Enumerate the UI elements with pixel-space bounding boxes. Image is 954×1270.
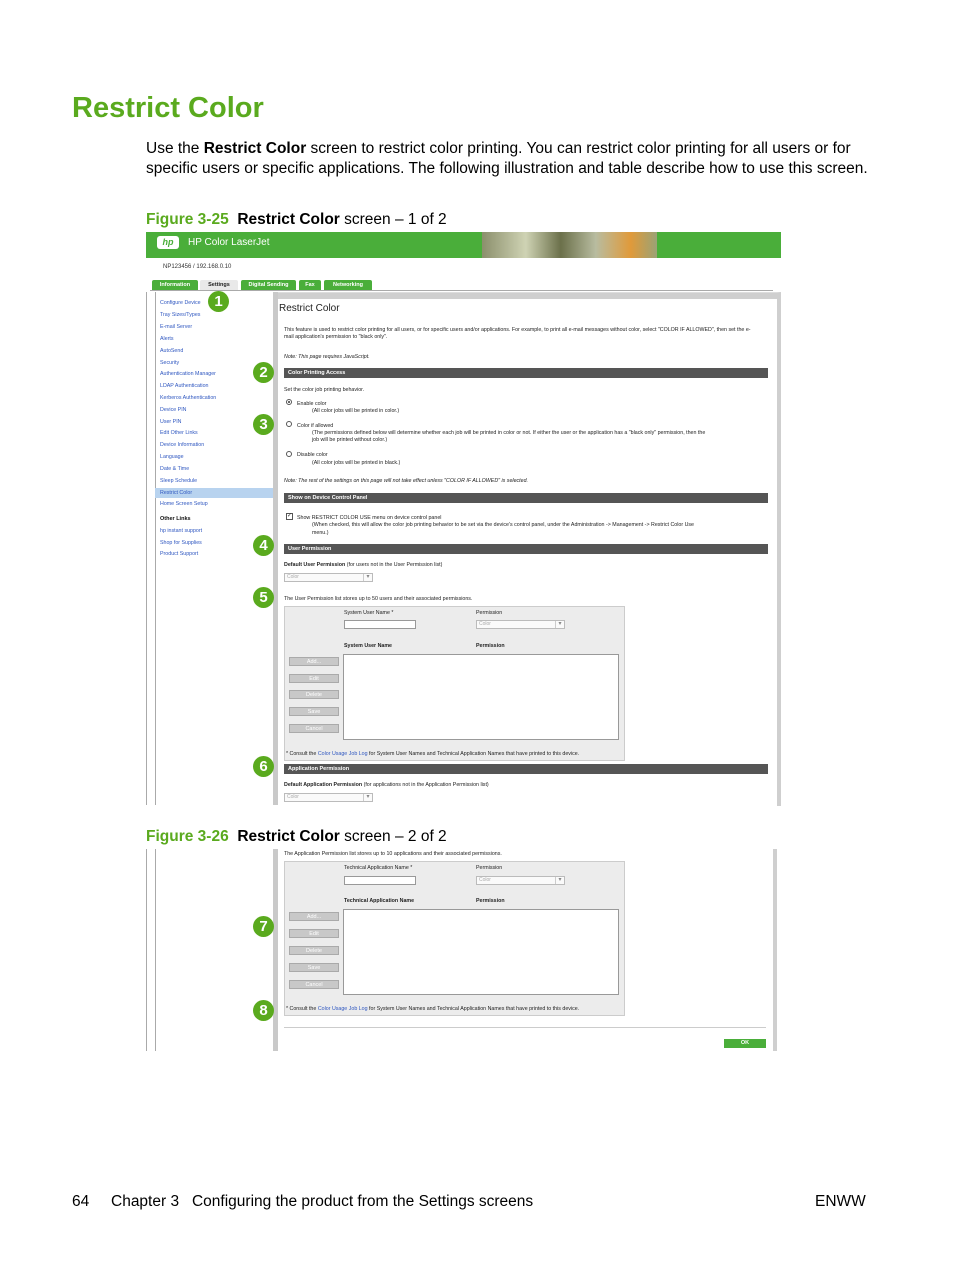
callout-7: 7 (253, 916, 274, 937)
sidebar-item-edit-other-links[interactable]: Edit Other Links (160, 430, 198, 436)
disable-color-desc: (All color jobs will be printed in black.) (312, 460, 401, 466)
page-number: 64 (72, 1193, 90, 1210)
callout-1: 1 (208, 291, 229, 312)
feature-description: This feature is used to restrict color printing for all users, or for specific users and/or applications. For example, to print all e-mail messages without color, select "COLOR IF ALLOWED", then set the e-mail application's permission to "black only". (284, 327, 751, 340)
user-edit-button[interactable]: Edit (289, 674, 339, 683)
radio-disable-color[interactable] (286, 451, 292, 457)
tab-underline (150, 290, 773, 291)
tab-digital-sending[interactable]: Digital Sending (241, 280, 296, 290)
consult-log-note-2: * Consult the Color Usage Job Log for System User Names and Technical Application Names that have printed to this device. (286, 1006, 580, 1012)
sidebar-item-alerts[interactable]: Alerts (160, 336, 174, 342)
ok-button[interactable]: OK (724, 1039, 766, 1048)
sidebar-item-sleep-schedule[interactable]: Sleep Schedule (160, 478, 198, 484)
enable-color-desc: (All color jobs will be printed in color.) (312, 408, 400, 414)
nav-divider-2 (273, 849, 278, 1051)
section-color-printing-access: Color Printing Access (284, 368, 768, 378)
app-list-header-name: Technical Application Name (344, 898, 415, 904)
javascript-note: Note: This page requires JavaScript. (284, 354, 370, 360)
app-permission-label: Permission (476, 865, 503, 871)
link-hp-instant-support[interactable]: hp instant support (160, 528, 203, 534)
disable-color-label: Disable color (297, 452, 328, 458)
left-frame-2 (146, 849, 156, 1051)
sidebar-item-restrict-color[interactable]: Restrict Color (155, 488, 273, 498)
callout-4: 4 (253, 535, 274, 556)
show-restrict-desc-1: (When checked, this will allow the color job printing behavior to be set via the device's control panel, under the Administration -> Management -> Restrict Color Use (312, 522, 694, 528)
system-user-name-label: System User Name * (344, 610, 394, 616)
color-if-allowed-label: Color if allowed (297, 423, 334, 429)
app-edit-button[interactable]: Edit (289, 929, 339, 938)
app-delete-button[interactable]: Delete (289, 946, 339, 955)
product-title: HP Color LaserJet (188, 237, 270, 248)
header-photo (482, 232, 657, 258)
user-list-header-name: System User Name (344, 643, 392, 649)
set-behavior-label: Set the color job printing behavior. (284, 387, 365, 393)
bottom-rule (284, 1027, 766, 1028)
show-restrict-desc-2: menu.) (312, 530, 329, 536)
content-panel-top (278, 293, 777, 299)
section-application-permission: Application Permission (284, 764, 768, 774)
radio-color-if-allowed[interactable] (286, 421, 292, 427)
color-usage-log-link-2[interactable]: Color Usage Job Log (317, 1006, 368, 1012)
permission-label: Permission (476, 610, 503, 616)
default-user-permission-select[interactable]: Color ▾ (284, 573, 373, 582)
default-app-permission-label: Default Application Permission (for applications not in the Application Permission list) (284, 782, 489, 788)
system-user-name-input[interactable] (344, 620, 416, 629)
tab-settings[interactable]: Settings (200, 280, 238, 290)
app-cancel-button[interactable]: Cancel (289, 980, 339, 989)
sidebar-item-device-information[interactable]: Device Information (160, 442, 205, 448)
user-add-button[interactable]: Add... (289, 657, 339, 666)
color-if-allowed-desc-1: (The permissions defined below will determine whether each job will be printed in color or not. If either the user or the application has a "black only" permission, then the (312, 430, 706, 436)
other-links-heading: Other Links (160, 516, 191, 522)
app-list-header-permission: Permission (476, 898, 505, 904)
user-cancel-button[interactable]: Cancel (289, 724, 339, 733)
footer-right: ENWW (815, 1193, 866, 1210)
color-usage-log-link[interactable]: Color Usage Job Log (317, 751, 368, 757)
user-delete-button[interactable]: Delete (289, 690, 339, 699)
default-app-permission-select[interactable]: Color ▾ (284, 793, 373, 802)
left-frame (146, 292, 156, 805)
tab-networking[interactable]: Networking (324, 280, 372, 290)
figure-caption-2: Figure 3-26 Restrict Color screen – 2 of 2 (146, 828, 447, 845)
chapter-title: Chapter 3 Configuring the product from the Settings screens (111, 1193, 534, 1210)
callout-5: 5 (253, 587, 274, 608)
app-permission-list[interactable] (343, 909, 619, 995)
sidebar-item-device-pin[interactable]: Device PIN (160, 407, 187, 413)
device-address: NP123456 / 192.168.0.10 (163, 264, 232, 270)
user-save-button[interactable]: Save (289, 707, 339, 716)
user-permission-select[interactable]: Color ▾ (476, 620, 565, 629)
page-heading: Restrict Color (72, 92, 264, 124)
user-permission-list[interactable] (343, 654, 619, 740)
sidebar-item-user-pin[interactable]: User PIN (160, 419, 182, 425)
app-add-button[interactable]: Add... (289, 912, 339, 921)
link-shop-for-supplies[interactable]: Shop for Supplies (160, 540, 202, 546)
sidebar-item-tray-sizes[interactable]: Tray Sizes/Types (160, 312, 201, 318)
right-frame-2 (773, 849, 777, 1051)
sidebar-item-home-screen-setup[interactable]: Home Screen Setup (160, 501, 208, 507)
callout-8: 8 (253, 1000, 274, 1021)
rest-settings-note: Note: The rest of the settings on this page will not take effect unless "COLOR IF ALLOWED" is selected. (284, 478, 528, 484)
show-restrict-label: Show RESTRICT COLOR USE menu on device control panel (297, 515, 442, 521)
hp-logo-icon: hp (157, 236, 179, 249)
user-list-note: The User Permission list stores up to 50 users and their associated permissions. (284, 596, 473, 602)
figure-caption-1: Figure 3-25 Restrict Color screen – 1 of 2 (146, 211, 447, 228)
enable-color-label: Enable color (297, 401, 327, 407)
section-user-permission: User Permission (284, 544, 768, 554)
intro-paragraph: Use the Restrict Color screen to restrict color printing. You can restrict color printing for all users or for specific users or specific applications. The following illustration and table describe how to use this screen. (146, 140, 868, 177)
color-if-allowed-desc-2: job will be printed without color.) (312, 437, 388, 443)
link-product-support[interactable]: Product Support (160, 551, 199, 557)
sidebar-item-email-server[interactable]: E-mail Server (160, 324, 193, 330)
app-list-note: The Application Permission list stores up to 10 applications and their associated permissions. (284, 851, 502, 857)
tech-app-name-label: Technical Application Name * (344, 865, 413, 871)
sidebar-item-language[interactable]: Language (160, 454, 184, 460)
app-save-button[interactable]: Save (289, 963, 339, 972)
sidebar-item-date-time[interactable]: Date & Time (160, 466, 190, 472)
sidebar-item-kerberos[interactable]: Kerberos Authentication (160, 395, 217, 401)
app-permission-select[interactable]: Color ▾ (476, 876, 565, 885)
tab-fax[interactable]: Fax (299, 280, 321, 290)
consult-log-note-1: * Consult the Color Usage Job Log for System User Names and Technical Application Names that have printed to this device. (286, 751, 580, 757)
sidebar-item-ldap[interactable]: LDAP Authentication (160, 383, 209, 389)
callout-6: 6 (253, 756, 274, 777)
callout-3: 3 (253, 414, 274, 435)
content-title: Restrict Color (279, 303, 340, 314)
tab-information[interactable]: Information (152, 280, 198, 290)
sidebar-item-autosend[interactable]: AutoSend (160, 348, 184, 354)
section-show-on-panel: Show on Device Control Panel (284, 493, 768, 503)
default-user-permission-label: Default User Permission (for users not in the User Permission list) (284, 562, 443, 568)
checkbox-show-restrict-color[interactable]: ✓ (287, 513, 293, 519)
sidebar-item-auth-manager[interactable]: Authentication Manager (160, 371, 216, 377)
radio-enable-color[interactable] (286, 399, 292, 405)
tech-app-name-input[interactable] (344, 876, 416, 885)
callout-2: 2 (253, 362, 274, 383)
sidebar-item-security[interactable]: Security (160, 360, 180, 366)
user-list-header-permission: Permission (476, 643, 505, 649)
sidebar-item-configure-device[interactable]: Configure Device (160, 300, 201, 306)
